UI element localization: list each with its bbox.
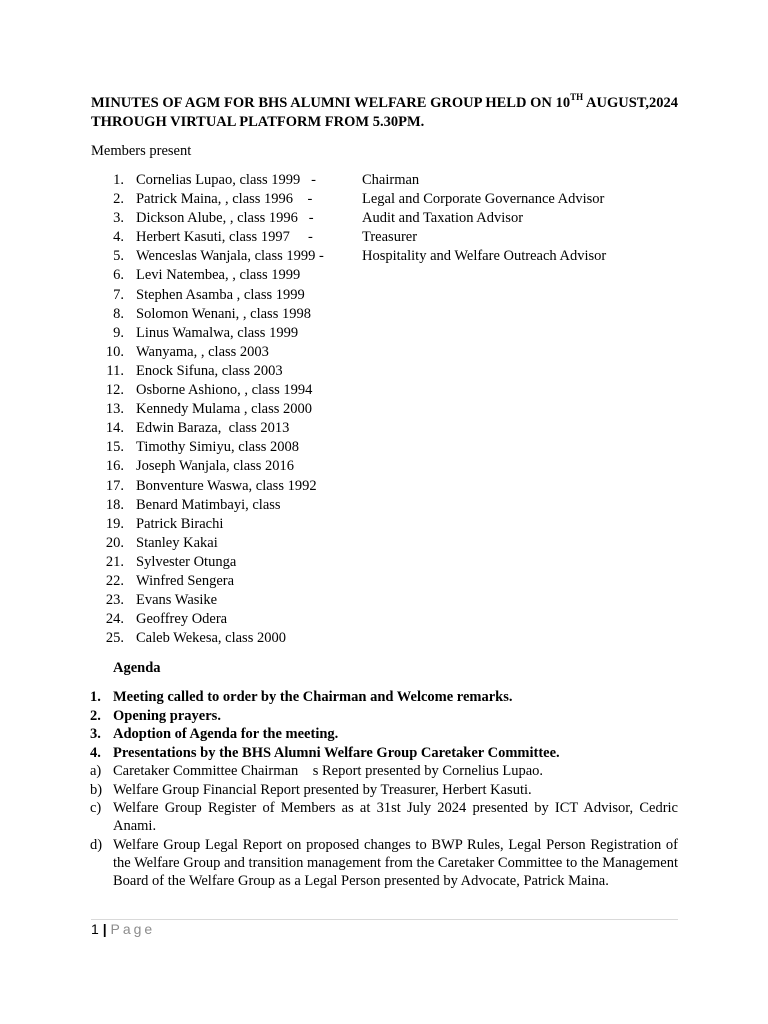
- member-number: 7.: [113, 286, 124, 303]
- agenda-list: [0, 688, 768, 890]
- agenda-item-text: Meeting called to order by the Chairman and Welcome remarks.: [113, 689, 513, 705]
- member-number: 24.: [105, 611, 124, 628]
- agenda-item-marker: 2.: [90, 707, 101, 724]
- member-number: 3.: [113, 210, 124, 227]
- footer-separator: |: [102, 921, 107, 937]
- member-name: Patrick Birachi: [136, 515, 224, 532]
- member-number: 25.: [105, 630, 124, 647]
- member-row: [0, 610, 768, 629]
- agenda-item-text: Welfare Group Financial Report presented by Treasurer, Herbert Kasuti.: [113, 781, 532, 798]
- agenda-item: [0, 744, 768, 762]
- member-number: 21.: [105, 553, 124, 570]
- member-row: [0, 228, 768, 247]
- agenda-item-text: Caretaker Committee Chairman s Report presented by Cornelius Lupao.: [113, 763, 544, 779]
- member-name: Evans Wasike: [136, 592, 218, 609]
- member-role: Legal and Corporate Governance Advisor: [362, 191, 605, 208]
- agenda-item-text: Presentations by the BHS Alumni Welfare Group Caretaker Committee.: [113, 744, 560, 761]
- member-name: Levi Natembea, , class 1999: [136, 267, 301, 284]
- member-name: Patrick Maina, , class 1996 -: [136, 191, 313, 208]
- agenda-item-text: Welfare Group Register of Members as at 31st July 2024 presented by ICT Advisor, Cedric Anami.: [113, 800, 678, 834]
- member-row: [0, 591, 768, 610]
- member-name: Edwin Baraza, class 2013: [136, 420, 290, 437]
- member-number: 18.: [105, 496, 124, 513]
- member-row: [0, 457, 768, 476]
- member-row: [0, 419, 768, 438]
- member-number: 13.: [105, 401, 124, 418]
- agenda-item-text: Opening prayers.: [113, 707, 221, 724]
- page-number: 1: [91, 921, 99, 937]
- member-number: 11.: [106, 362, 124, 379]
- member-name: Wanyama, , class 2003: [136, 343, 269, 360]
- member-name: Kennedy Mulama , class 2000: [136, 401, 312, 418]
- agenda-item: [0, 836, 768, 890]
- agenda-item-marker: 3.: [90, 726, 101, 742]
- member-name: Geoffrey Odera: [136, 611, 228, 628]
- member-name: Osborne Ashiono, , class 1994: [136, 382, 313, 399]
- member-number: 12.: [105, 382, 124, 399]
- agenda-item: [0, 799, 768, 835]
- member-role: Audit and Taxation Advisor: [362, 210, 524, 227]
- agenda-item-marker: c): [90, 800, 102, 816]
- member-number: 5.: [113, 248, 124, 265]
- member-name: Caleb Wekesa, class 2000: [136, 630, 286, 647]
- title-superscript: TH: [570, 92, 584, 102]
- agenda-heading: Agenda: [113, 660, 161, 676]
- members-list: [0, 171, 768, 648]
- member-row: [0, 553, 768, 572]
- member-name: Enock Sifuna, class 2003: [136, 362, 283, 379]
- agenda-item-marker: a): [90, 763, 102, 779]
- member-name: Sylvester Otunga: [136, 553, 237, 570]
- member-number: 4.: [113, 229, 124, 246]
- member-name: Winfred Sengera: [136, 572, 235, 589]
- member-row: [0, 247, 768, 266]
- member-number: 14.: [105, 420, 124, 437]
- member-name: Dickson Alube, , class 1996 -: [136, 210, 314, 227]
- agenda-item: [0, 725, 768, 743]
- agenda-item-marker: d): [90, 836, 103, 853]
- member-row: [0, 572, 768, 591]
- member-number: 9.: [113, 324, 124, 341]
- member-row: [0, 496, 768, 515]
- member-name: Wenceslas Wanjala, class 1999 -: [136, 248, 324, 265]
- member-role: Treasurer: [362, 229, 418, 246]
- member-row: [0, 266, 768, 285]
- member-name: Herbert Kasuti, class 1997 -: [136, 229, 313, 246]
- member-row: [0, 305, 768, 324]
- member-role: Chairman: [362, 172, 420, 188]
- agenda-item-text: Adoption of Agenda for the meeting.: [113, 726, 339, 742]
- agenda-item: [0, 781, 768, 799]
- member-number: 16.: [105, 458, 124, 475]
- member-number: 17.: [105, 477, 124, 494]
- agenda-item: [0, 762, 768, 780]
- minutes-title: [91, 94, 678, 132]
- member-name: Joseph Wanjala, class 2016: [136, 458, 295, 475]
- title-text-continued: AUGUST,2024 THROUGH VIRTUAL PLATFORM FROM 5.30PM.: [91, 95, 678, 130]
- agenda-item-text: Welfare Group Legal Report on proposed changes to BWP Rules, Legal Person Registration of the Welfare Group and transition management from the Caretaker Committee to the Management Board of the Welfare Group as a Legal Person presented by Advocate, Patrick Maina.: [113, 836, 678, 889]
- member-row: [0, 515, 768, 534]
- member-name: Bonventure Waswa, class 1992: [136, 477, 317, 494]
- member-number: 10.: [105, 343, 124, 360]
- title-text: MINUTES OF AGM FOR BHS ALUMNI WELFARE GROUP HELD ON 10: [91, 95, 571, 111]
- page-label: Page: [110, 921, 156, 937]
- member-row: [0, 400, 768, 419]
- member-number: 8.: [113, 305, 124, 322]
- member-number: 2.: [113, 191, 124, 208]
- member-name: Solomon Wenani, , class 1998: [136, 305, 311, 322]
- member-row: [0, 362, 768, 381]
- member-row: [0, 438, 768, 457]
- member-number: 19.: [105, 515, 124, 532]
- member-row: [0, 534, 768, 553]
- member-row: [0, 324, 768, 343]
- member-number: 23.: [105, 592, 124, 609]
- member-role: Hospitality and Welfare Outreach Advisor: [362, 248, 607, 265]
- agenda-item-marker: b): [90, 781, 103, 798]
- member-row: [0, 286, 768, 305]
- member-row: [0, 381, 768, 400]
- members-present-heading: Members present: [91, 143, 192, 159]
- member-name: Stephen Asamba , class 1999: [136, 286, 305, 303]
- agenda-item-marker: 1.: [90, 689, 101, 705]
- member-row: [0, 477, 768, 496]
- member-number: 22.: [105, 572, 124, 589]
- member-name: Benard Matimbayi, class: [136, 496, 281, 513]
- member-row: [0, 190, 768, 209]
- member-number: 6.: [113, 267, 124, 284]
- member-row: [0, 171, 768, 190]
- agenda-item: [0, 688, 768, 706]
- member-name: Linus Wamalwa, class 1999: [136, 324, 299, 341]
- member-number: 15.: [105, 439, 124, 456]
- agenda-item: [0, 707, 768, 725]
- agenda-item-marker: 4.: [90, 744, 101, 761]
- member-row: [0, 629, 768, 648]
- member-number: 20.: [105, 534, 124, 551]
- member-row: [0, 343, 768, 362]
- member-name: Stanley Kakai: [136, 534, 218, 551]
- member-name: Cornelias Lupao, class 1999 -: [136, 172, 317, 188]
- member-number: 1.: [113, 172, 124, 188]
- footer-divider: [91, 919, 678, 920]
- member-name: Timothy Simiyu, class 2008: [136, 439, 300, 456]
- page-footer: [91, 920, 155, 938]
- member-row: [0, 209, 768, 228]
